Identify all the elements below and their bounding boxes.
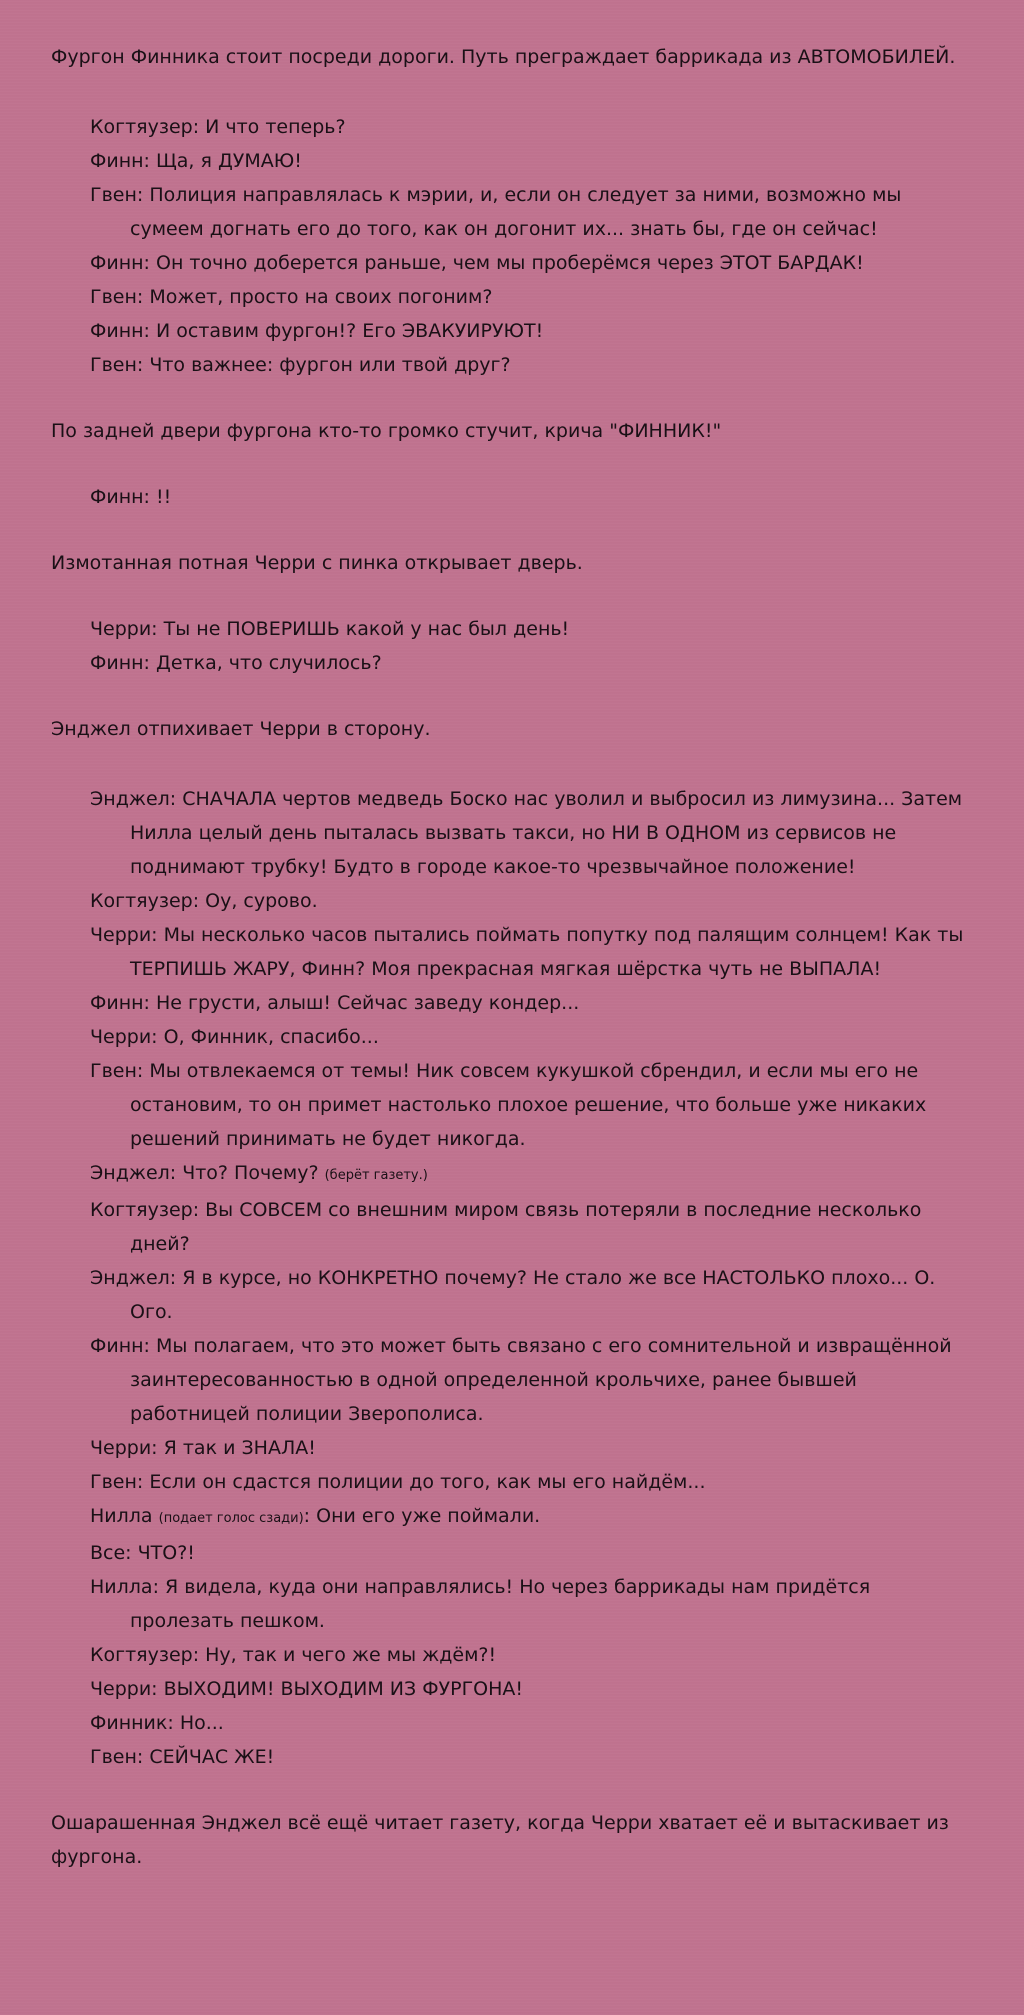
dialogue-line: Энджел: СНАЧАЛА чертов медведь Боско нас уволил и выбросил из лимузина... Затем Нилла целый день пыталась вызвать такси, но НИ В ОДНОМ из сервисов не поднимают трубку! Будто в городе какое-то чрезвычайное положение! xyxy=(90,788,963,878)
dialogue-line: Финн: !! xyxy=(90,486,172,508)
dialogue-line: Гвен: Полиция направлялась к мэрии, и, если он следует за ними, возможно мы сумеем догнать его до того, как он догонит их... знать бы, где он сейчас! xyxy=(90,184,902,240)
dialogue-line: Гвен: Мы отвлекаемся от темы! Ник совсем кукушкой сбрендил, и если мы его не остановим, то он примет настолько плохое решение, что больше уже никаких решений принимать не будет никогда. xyxy=(90,1060,927,1150)
dialogue-line: Финник: Но... xyxy=(90,1712,224,1734)
dialogue-line: Черри: Мы несколько часов пытались поймать попутку под палящим солнцем! Как ты ТЕРПИШЬ ЖАРУ, Финн? Моя прекрасная мягкая шёрстка чуть не ВЫПАЛА! xyxy=(90,924,964,980)
dialogue-line: Гвен: Если он сдастся полиции до того, как мы его найдём... xyxy=(90,1471,706,1493)
dialogue-line: Черри: Я так и ЗНАЛА! xyxy=(90,1437,316,1459)
dialogue-line: Гвен: Что важнее: фургон или твой друг? xyxy=(90,354,511,376)
narration-barricade: Фургон Финника стоит посреди дороги. Путь преграждает баррикада из АВТОМОБИЛЕЙ. xyxy=(51,46,956,68)
dialogue-line: Финн: Мы полагаем, что это может быть связано с его сомнительной и извращённой заинтересованностью в одной определенной крольчихе, ранее бывшей работницей полиции Зверополиса. xyxy=(90,1335,952,1425)
dialogue-line: Когтяузер: Оу, сурово. xyxy=(90,890,318,912)
narration-knock: По задней двери фургона кто-то громко стучит, крича "ФИННИК!" xyxy=(51,420,722,442)
dialogue-line xyxy=(90,1156,974,1193)
dialogue-line: Черри: Ты не ПОВЕРИШЬ какой у нас был день! xyxy=(90,618,570,640)
dialogue-line xyxy=(90,1499,974,1536)
dialogue-line: Когтяузер: Ну, так и чего же мы ждём?! xyxy=(90,1644,497,1666)
dialogue-block-1 xyxy=(51,110,984,382)
dialogue-line: Все: ЧТО?! xyxy=(90,1542,195,1564)
dialogue-line: Финн: Не грусти, алыш! Сейчас заведу кондер... xyxy=(90,992,580,1014)
dialogue-line: Финн: Детка, что случилось? xyxy=(90,652,382,674)
stage-direction: (берёт газету.) xyxy=(324,1168,428,1183)
dialogue-line: Финн: Ща, я ДУМАЮ! xyxy=(90,150,302,172)
dialogue-line: Гвен: Может, просто на своих погоним? xyxy=(90,286,493,308)
dialogue-block-2 xyxy=(51,480,984,514)
narration-exit: Ошарашенная Энджел всё ещё читает газету, когда Черри хватает её и вытаскивает из фургона. xyxy=(51,1812,949,1868)
narration-push: Энджел отпихивает Черри в сторону. xyxy=(51,718,431,740)
dialogue-line: Когтяузер: Вы СОВСЕМ со внешним миром связь потеряли в последние несколько дней? xyxy=(90,1199,922,1255)
dialogue-line: Черри: ВЫХОДИМ! ВЫХОДИМ ИЗ ФУРГОНА! xyxy=(90,1678,524,1700)
dialogue-line: Нилла: Я видела, куда они направлялись! Но через баррикады нам придётся пролезать пешком. xyxy=(90,1576,871,1632)
stage-direction: (подает голос сзади) xyxy=(158,1511,304,1526)
dialogue-line: Черри: О, Финник, спасибо... xyxy=(90,1026,379,1048)
dialogue-block-4 xyxy=(51,782,984,1774)
dialogue-text: Энджел: Что? Почему? xyxy=(90,1162,319,1184)
dialogue-line: Финн: Он точно доберется раньше, чем мы проберёмся через ЭТОТ БАРДАК! xyxy=(90,252,864,274)
speaker-name: Нилла xyxy=(90,1505,153,1527)
dialogue-line: Финн: И оставим фургон!? Его ЭВАКУИРУЮТ! xyxy=(90,320,544,342)
dialogue-line: Энджел: Я в курсе, но КОНКРЕТНО почему? Не стало же все НАСТОЛЬКО плохо... О. Ого. xyxy=(90,1267,936,1323)
dialogue-text: : Они его уже поймали. xyxy=(303,1505,541,1527)
dialogue-block-3 xyxy=(51,612,984,680)
narration-door: Измотанная потная Черри с пинка открывает дверь. xyxy=(51,552,583,574)
dialogue-line: Когтяузер: И что теперь? xyxy=(90,116,346,138)
dialogue-line: Гвен: СЕЙЧАС ЖЕ! xyxy=(90,1746,275,1768)
